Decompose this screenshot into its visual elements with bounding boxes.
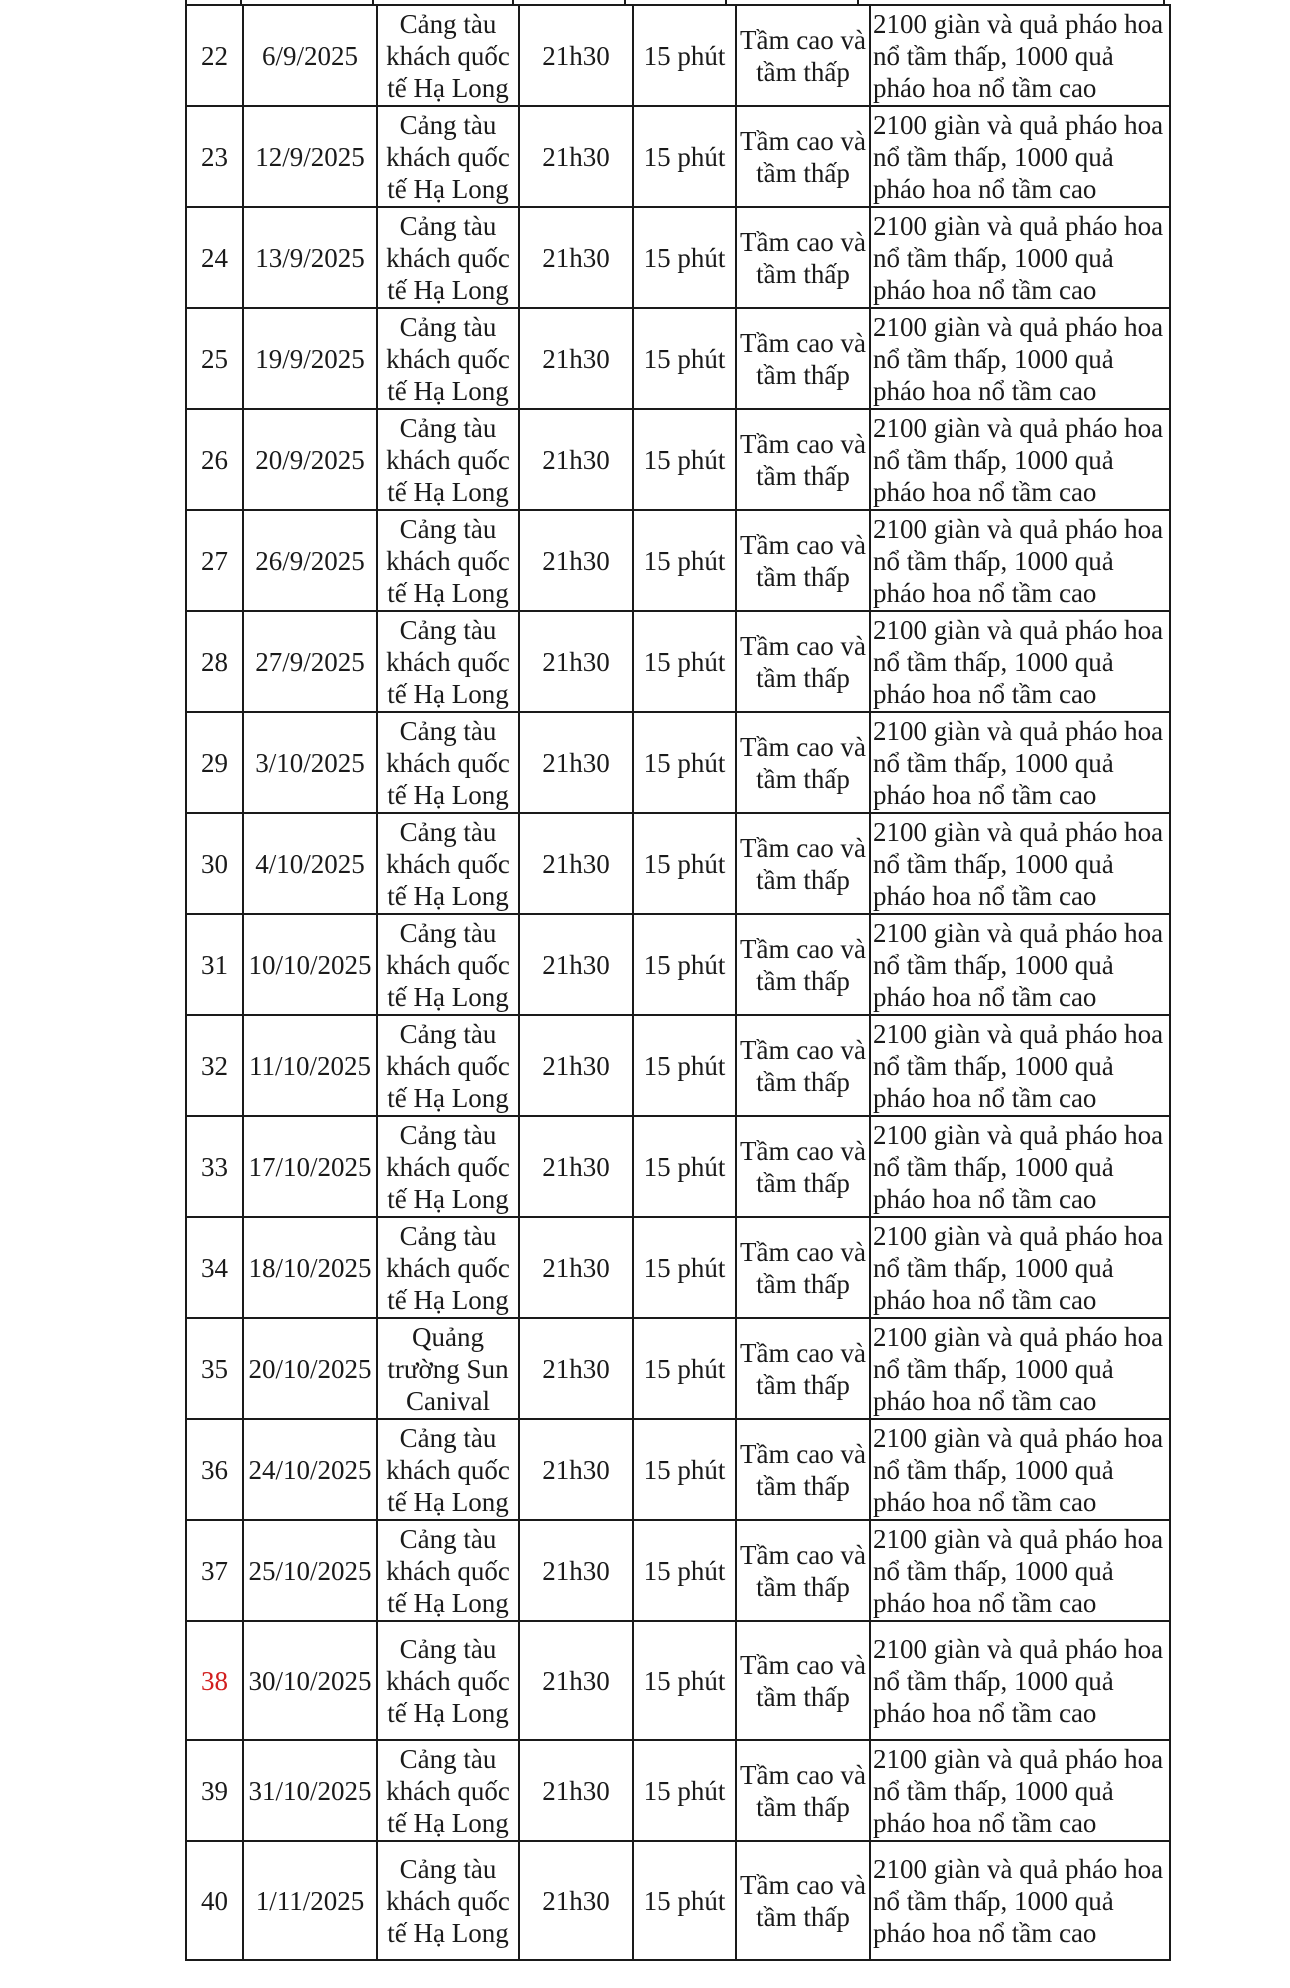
date-cell: 19/9/2025: [243, 308, 377, 409]
table-row: [186, 5, 1170, 106]
location-cell: Cảng tàu khách quốc tế Hạ Long: [377, 5, 519, 106]
time-cell: 21h30: [519, 1419, 633, 1520]
date-cell: 20/9/2025: [243, 409, 377, 510]
firing-height-cell: Tầm cao và tầm thấp: [736, 1520, 870, 1621]
duration-cell: 15 phút: [633, 1419, 736, 1520]
row-number-cell: 24: [186, 207, 243, 308]
firing-height-cell: Tầm cao và tầm thấp: [736, 914, 870, 1015]
table-row: [186, 914, 1170, 1015]
firing-height-cell: Tầm cao và tầm thấp: [736, 611, 870, 712]
quantity-cell: 2100 giàn và quả pháo hoa nổ tầm thấp, 1000 quả pháo hoa nổ tầm cao: [870, 1318, 1170, 1419]
time-cell: 21h30: [519, 914, 633, 1015]
duration-cell: 15 phút: [633, 1318, 736, 1419]
quantity-cell: 2100 giàn và quả pháo hoa nổ tầm thấp, 1000 quả pháo hoa nổ tầm cao: [870, 1740, 1170, 1841]
duration-cell: 15 phút: [633, 1015, 736, 1116]
duration-cell: 15 phút: [633, 712, 736, 813]
row-number-cell: 32: [186, 1015, 243, 1116]
location-cell: Cảng tàu khách quốc tế Hạ Long: [377, 813, 519, 914]
row-number-cell: 37: [186, 1520, 243, 1621]
time-cell: 21h30: [519, 1740, 633, 1841]
table-row: [186, 1841, 1170, 1960]
location-cell: Cảng tàu khách quốc tế Hạ Long: [377, 914, 519, 1015]
table-row: [186, 712, 1170, 813]
time-cell: 21h30: [519, 5, 633, 106]
duration-cell: 15 phút: [633, 1621, 736, 1740]
quantity-cell: 2100 giàn và quả pháo hoa nổ tầm thấp, 1000 quả pháo hoa nổ tầm cao: [870, 510, 1170, 611]
table-row: [186, 308, 1170, 409]
time-cell: 21h30: [519, 1116, 633, 1217]
duration-cell: 15 phút: [633, 1217, 736, 1318]
quantity-cell: 2100 giàn và quả pháo hoa nổ tầm thấp, 1000 quả pháo hoa nổ tầm cao: [870, 1621, 1170, 1740]
time-cell: 21h30: [519, 1520, 633, 1621]
quantity-cell: 2100 giàn và quả pháo hoa nổ tầm thấp, 1000 quả pháo hoa nổ tầm cao: [870, 611, 1170, 712]
date-cell: 17/10/2025: [243, 1116, 377, 1217]
firing-height-cell: Tầm cao và tầm thấp: [736, 308, 870, 409]
duration-cell: 15 phút: [633, 914, 736, 1015]
table-row: [186, 1419, 1170, 1520]
time-cell: 21h30: [519, 308, 633, 409]
row-number-cell: 23: [186, 106, 243, 207]
duration-cell: 15 phút: [633, 106, 736, 207]
row-number-cell: 33: [186, 1116, 243, 1217]
date-cell: 18/10/2025: [243, 1217, 377, 1318]
location-cell: Cảng tàu khách quốc tế Hạ Long: [377, 1841, 519, 1960]
location-cell: Cảng tàu khách quốc tế Hạ Long: [377, 510, 519, 611]
row-number-cell: 26: [186, 409, 243, 510]
quantity-cell: 2100 giàn và quả pháo hoa nổ tầm thấp, 1000 quả pháo hoa nổ tầm cao: [870, 1520, 1170, 1621]
date-cell: 12/9/2025: [243, 106, 377, 207]
row-number-cell: 22: [186, 5, 243, 106]
firing-height-cell: Tầm cao và tầm thấp: [736, 510, 870, 611]
duration-cell: 15 phút: [633, 813, 736, 914]
firing-height-cell: Tầm cao và tầm thấp: [736, 1419, 870, 1520]
row-number-cell: 25: [186, 308, 243, 409]
table-row: [186, 611, 1170, 712]
table-row: [186, 1520, 1170, 1621]
table-row: [186, 1217, 1170, 1318]
quantity-cell: 2100 giàn và quả pháo hoa nổ tầm thấp, 1000 quả pháo hoa nổ tầm cao: [870, 409, 1170, 510]
time-cell: 21h30: [519, 409, 633, 510]
date-cell: 26/9/2025: [243, 510, 377, 611]
date-cell: 25/10/2025: [243, 1520, 377, 1621]
location-cell: Cảng tàu khách quốc tế Hạ Long: [377, 1419, 519, 1520]
duration-cell: 15 phút: [633, 1740, 736, 1841]
firing-height-cell: Tầm cao và tầm thấp: [736, 1740, 870, 1841]
row-number-cell: 36: [186, 1419, 243, 1520]
time-cell: 21h30: [519, 1621, 633, 1740]
date-cell: 31/10/2025: [243, 1740, 377, 1841]
fireworks-schedule-table: [185, 4, 1171, 1961]
time-cell: 21h30: [519, 1841, 633, 1960]
firing-height-cell: Tầm cao và tầm thấp: [736, 1116, 870, 1217]
location-cell: Cảng tàu khách quốc tế Hạ Long: [377, 409, 519, 510]
time-cell: 21h30: [519, 813, 633, 914]
row-number-cell: 39: [186, 1740, 243, 1841]
location-cell: Cảng tàu khách quốc tế Hạ Long: [377, 712, 519, 813]
location-cell: Cảng tàu khách quốc tế Hạ Long: [377, 106, 519, 207]
location-cell: Cảng tàu khách quốc tế Hạ Long: [377, 308, 519, 409]
location-cell: Cảng tàu khách quốc tế Hạ Long: [377, 1015, 519, 1116]
date-cell: 20/10/2025: [243, 1318, 377, 1419]
duration-cell: 15 phút: [633, 207, 736, 308]
table-row: [186, 207, 1170, 308]
duration-cell: 15 phút: [633, 1841, 736, 1960]
firing-height-cell: Tầm cao và tầm thấp: [736, 1841, 870, 1960]
firing-height-cell: Tầm cao và tầm thấp: [736, 1015, 870, 1116]
firing-height-cell: Tầm cao và tầm thấp: [736, 813, 870, 914]
date-cell: 3/10/2025: [243, 712, 377, 813]
firing-height-cell: Tầm cao và tầm thấp: [736, 409, 870, 510]
date-cell: 11/10/2025: [243, 1015, 377, 1116]
schedule-table-body: [186, 5, 1170, 1960]
time-cell: 21h30: [519, 510, 633, 611]
location-cell: Quảng trường Sun Canival: [377, 1318, 519, 1419]
row-number-cell: 38: [186, 1621, 243, 1740]
row-number-cell: 31: [186, 914, 243, 1015]
duration-cell: 15 phút: [633, 510, 736, 611]
row-number-cell: 35: [186, 1318, 243, 1419]
time-cell: 21h30: [519, 1015, 633, 1116]
duration-cell: 15 phút: [633, 409, 736, 510]
table-row: [186, 1318, 1170, 1419]
duration-cell: 15 phút: [633, 308, 736, 409]
table-row: [186, 813, 1170, 914]
date-cell: 13/9/2025: [243, 207, 377, 308]
quantity-cell: 2100 giàn và quả pháo hoa nổ tầm thấp, 1000 quả pháo hoa nổ tầm cao: [870, 1419, 1170, 1520]
location-cell: Cảng tàu khách quốc tế Hạ Long: [377, 207, 519, 308]
location-cell: Cảng tàu khách quốc tế Hạ Long: [377, 1621, 519, 1740]
date-cell: 6/9/2025: [243, 5, 377, 106]
row-number-cell: 29: [186, 712, 243, 813]
location-cell: Cảng tàu khách quốc tế Hạ Long: [377, 1217, 519, 1318]
date-cell: 10/10/2025: [243, 914, 377, 1015]
row-number-cell: 27: [186, 510, 243, 611]
location-cell: Cảng tàu khách quốc tế Hạ Long: [377, 1520, 519, 1621]
firing-height-cell: Tầm cao và tầm thấp: [736, 1621, 870, 1740]
time-cell: 21h30: [519, 611, 633, 712]
row-number-cell: 28: [186, 611, 243, 712]
firing-height-cell: Tầm cao và tầm thấp: [736, 1217, 870, 1318]
quantity-cell: 2100 giàn và quả pháo hoa nổ tầm thấp, 1000 quả pháo hoa nổ tầm cao: [870, 207, 1170, 308]
date-cell: 30/10/2025: [243, 1621, 377, 1740]
table-row: [186, 1621, 1170, 1740]
duration-cell: 15 phút: [633, 1116, 736, 1217]
table-row: [186, 1116, 1170, 1217]
quantity-cell: 2100 giàn và quả pháo hoa nổ tầm thấp, 1000 quả pháo hoa nổ tầm cao: [870, 813, 1170, 914]
firing-height-cell: Tầm cao và tầm thấp: [736, 5, 870, 106]
quantity-cell: 2100 giàn và quả pháo hoa nổ tầm thấp, 1000 quả pháo hoa nổ tầm cao: [870, 308, 1170, 409]
date-cell: 24/10/2025: [243, 1419, 377, 1520]
date-cell: 27/9/2025: [243, 611, 377, 712]
table-row: [186, 1740, 1170, 1841]
quantity-cell: 2100 giàn và quả pháo hoa nổ tầm thấp, 1000 quả pháo hoa nổ tầm cao: [870, 1015, 1170, 1116]
quantity-cell: 2100 giàn và quả pháo hoa nổ tầm thấp, 1000 quả pháo hoa nổ tầm cao: [870, 914, 1170, 1015]
table-row: [186, 106, 1170, 207]
row-number-cell: 30: [186, 813, 243, 914]
location-cell: Cảng tàu khách quốc tế Hạ Long: [377, 1740, 519, 1841]
duration-cell: 15 phút: [633, 1520, 736, 1621]
time-cell: 21h30: [519, 207, 633, 308]
duration-cell: 15 phút: [633, 611, 736, 712]
table-row: [186, 409, 1170, 510]
quantity-cell: 2100 giàn và quả pháo hoa nổ tầm thấp, 1000 quả pháo hoa nổ tầm cao: [870, 712, 1170, 813]
location-cell: Cảng tàu khách quốc tế Hạ Long: [377, 1116, 519, 1217]
quantity-cell: 2100 giàn và quả pháo hoa nổ tầm thấp, 1000 quả pháo hoa nổ tầm cao: [870, 106, 1170, 207]
firing-height-cell: Tầm cao và tầm thấp: [736, 1318, 870, 1419]
row-number-cell: 34: [186, 1217, 243, 1318]
quantity-cell: 2100 giàn và quả pháo hoa nổ tầm thấp, 1000 quả pháo hoa nổ tầm cao: [870, 5, 1170, 106]
quantity-cell: 2100 giàn và quả pháo hoa nổ tầm thấp, 1000 quả pháo hoa nổ tầm cao: [870, 1841, 1170, 1960]
table-row: [186, 1015, 1170, 1116]
time-cell: 21h30: [519, 1217, 633, 1318]
date-cell: 4/10/2025: [243, 813, 377, 914]
row-number-cell: 40: [186, 1841, 243, 1960]
firing-height-cell: Tầm cao và tầm thấp: [736, 207, 870, 308]
quantity-cell: 2100 giàn và quả pháo hoa nổ tầm thấp, 1000 quả pháo hoa nổ tầm cao: [870, 1217, 1170, 1318]
date-cell: 1/11/2025: [243, 1841, 377, 1960]
table-row: [186, 510, 1170, 611]
time-cell: 21h30: [519, 712, 633, 813]
location-cell: Cảng tàu khách quốc tế Hạ Long: [377, 611, 519, 712]
time-cell: 21h30: [519, 1318, 633, 1419]
duration-cell: 15 phút: [633, 5, 736, 106]
quantity-cell: 2100 giàn và quả pháo hoa nổ tầm thấp, 1000 quả pháo hoa nổ tầm cao: [870, 1116, 1170, 1217]
firing-height-cell: Tầm cao và tầm thấp: [736, 106, 870, 207]
firing-height-cell: Tầm cao và tầm thấp: [736, 712, 870, 813]
time-cell: 21h30: [519, 106, 633, 207]
